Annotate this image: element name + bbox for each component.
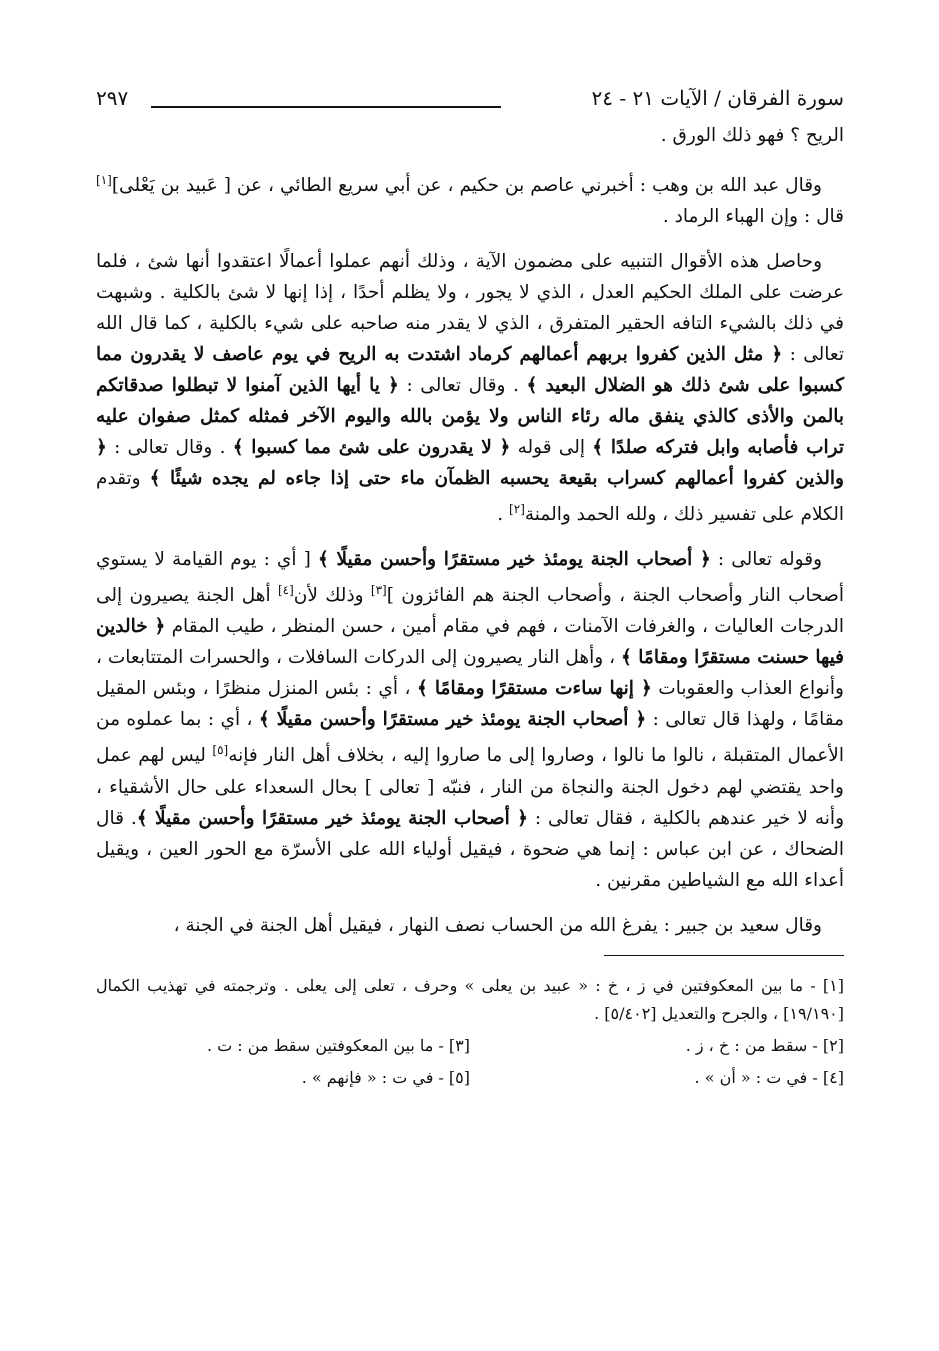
text-run: وقوله تعالى :	[710, 549, 823, 571]
page-number: ٢٩٧	[96, 86, 129, 110]
text-run: ، أي : بما عملوه من الأعمال المتقبلة ، نالوا ما نالوا ، وصاروا إلى ما صاروا إليه ، بخلاف أهل النار فإنه	[96, 709, 844, 767]
footnote-4: [٤] - في ت : « أن » .	[694, 1067, 844, 1087]
footnote-3: [٣] - ما بين المعكوفتين سقط من : ت .	[206, 1035, 470, 1055]
text-run: . وقال تعالى :	[398, 375, 527, 397]
footnote-ref: [٥]	[212, 743, 229, 758]
footnote-1: [١] - ما بين المعكوفتين في ز ، خ : « عبيد بن يعلى » وحرف ، تعلى إلى يعلى . وترجمته في تهذيب الكمال [١٩/١٩٠] ، والجرح والتعديل [٥/٤٠٢] .	[96, 975, 844, 1023]
text-run: .	[497, 504, 510, 526]
text-run: ليس لهم عمل واحد يقتضي لهم دخول الجنة والنجاة من النار ، فنبّه [ تعالى ] بحال السعداء على حال الأشقياء ، وأنه لا خير عندهم بالكلية ، فقال تعالى :	[96, 745, 845, 829]
footnote-divider	[604, 955, 844, 956]
header-title: سورة الفرقان / الآيات ٢١ - ٢٤	[591, 86, 844, 110]
quran-quote: ﴿ أصحاب الجنة يومئذ خير مستقرًا وأحسن مقيلًا ﴾	[317, 549, 711, 571]
footnote-ref: [٤]	[277, 583, 294, 598]
text-run: وحاصل هذه الأقوال التنبيه على مضمون الآية ، وذلك أنهم عملوا أعمالًا اعتقدوا أنها شئ ، فلما عرضت على الملك الحكيم العدل ، الذي لا يجور ، ولا يظلم أحدًا ، إذا إنها لا شئ بالكلية . وشبهت في ذلك بالشيء التافه الحقير المتفرق ، الذي لا يقدر منه صاحبه على شيء بالكلية ، كما قال الله تعالى :	[96, 251, 844, 366]
paragraph	[96, 544, 844, 895]
text-run: وتقدم الكلام على تفسير ذلك ، ولله الحمد والمنة	[96, 468, 844, 526]
quran-quote: ﴿ مثل الذين كفروا بربهم أعمالهم كرماد اشتدت به الريح في يوم عاصف لا يقدرون مما كسبوا على شئ ذلك هو الضلال البعيد ﴾	[96, 344, 844, 397]
quran-quote: ﴿ أصحاب الجنة يومئذ خير مستقرًا وأحسن مقيلًا ﴾	[258, 709, 647, 731]
footnote-5: [٥] - في ت : « فإنهم » .	[301, 1067, 470, 1087]
quran-quote: ﴿ والذين كفروا أعمالهم كسراب بقيعة يحسبه الظمآن ماء حتى إذا جاءه لم يجده شيئًا ﴾	[96, 437, 844, 490]
footnote-ref: [٢]	[509, 502, 525, 517]
footnote-ref: [٣]	[370, 583, 387, 598]
text-run: إلى قوله	[510, 437, 593, 459]
quran-quote: ﴿ أصحاب الجنة يومئذ خير مستقرًا وأحسن مقيلًا ﴾	[136, 807, 529, 829]
text-run: أهل الجنة يصيرون إلى الدرجات العاليات ، والغرفات الآمنات ، فهم في مقام أمين ، حسن المنظر ، طيب المقام	[96, 585, 844, 638]
main-text	[96, 120, 844, 941]
text-run: وقال عبد الله بن وهب : أخبرني عاصم بن حكيم ، عن أبي سريع الطائي ، عن [ عَبيد بن يَعْلى]	[111, 175, 822, 197]
text-run: ، وأهل النار يصيرون إلى الدركات السافلات ، والحسرات المتتابعات ، وأنواع العذاب والعقوبات	[96, 647, 844, 700]
text-run: الريح ؟ فهو ذلك الورق .	[660, 125, 844, 146]
text-run: [ أي : يوم القيامة لا يستوي أصحاب النار وأصحاب الجنة ، وأصحاب الجنة هم الفائزون ]	[96, 549, 844, 607]
text-run: . قال الضحاك ، عن ابن عباس : إنما هي ضحوة ، فيقيل أولياء الله على الأسرّة مع الحور العين ، ويقيل أعداء الله مع الشياطين مقرنين .	[96, 807, 844, 891]
paragraph	[96, 120, 844, 151]
paragraph	[96, 165, 844, 232]
text-run: وقال سعيد بن جبير : يفرغ الله من الحساب نصف النهار ، فيقيل أهل الجنة في الجنة ،	[173, 914, 822, 936]
quran-quote: ﴿ لا يقدرون على شئ مما كسبوا ﴾	[232, 437, 511, 459]
text-run: . وقال تعالى :	[106, 437, 233, 459]
footnote-ref: [١]	[96, 173, 112, 187]
header-rule	[151, 106, 501, 108]
quran-quote: ﴿ يا أيها الذين آمنوا لا تبطلوا صدقاتكم بالمن والأذى كالذي ينفق ماله رئاء الناس ولا يؤمن بالله واليوم الآخر فمثله كمثل صفوان عليه تراب فأصابه وابل فتركه صلدًا ﴾	[96, 375, 845, 459]
footnotes	[96, 972, 844, 1096]
footnote-2: [٢] - سقط من : خ ، ز .	[685, 1035, 844, 1055]
text-run: قال : وإن الهباء الرماد .	[662, 206, 844, 228]
text-run: وذلك لأن	[293, 585, 371, 607]
page	[96, 80, 844, 1096]
paragraph	[96, 910, 844, 941]
text-run: ، أي : بئس المنزل منظرًا ، وبئس المقيل مقامًا ، ولهذا قال تعالى :	[96, 678, 844, 731]
paragraph	[96, 246, 844, 530]
running-header	[96, 80, 844, 120]
quran-quote: ﴿ إنها ساءت مستقرًا ومقامًا ﴾	[417, 678, 652, 700]
quran-quote: ﴿ خالدين فيها حسنت مستقرًا ومقامًا ﴾	[96, 616, 845, 669]
